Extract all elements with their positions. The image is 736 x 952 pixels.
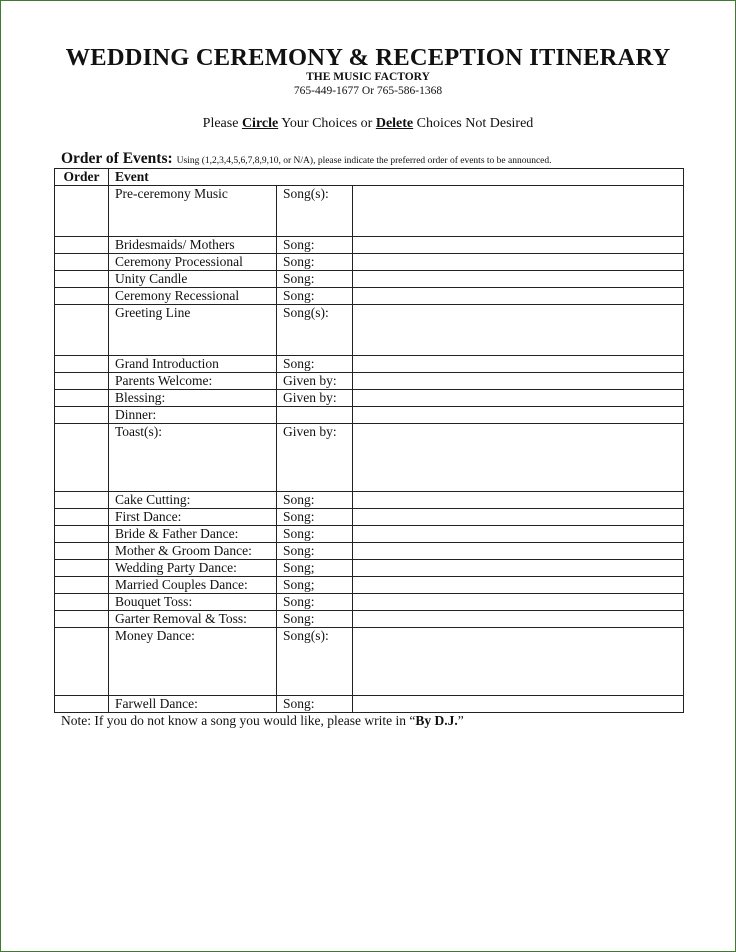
table-row bbox=[55, 509, 684, 526]
instr-not-desired: Choices Not Desired bbox=[416, 116, 534, 131]
event-name: Garter Removal & Toss: bbox=[109, 611, 277, 628]
order-of-events-hint: Using (1,2,3,4,5,6,7,8,9,10, or N/A), please indicate the preferred order of events to be announced. bbox=[176, 156, 552, 166]
event-type: Song(s): bbox=[277, 628, 353, 696]
instr-circle: Circle bbox=[241, 116, 279, 131]
event-type: Song: bbox=[277, 237, 353, 254]
event-name: Ceremony Processional bbox=[109, 254, 277, 271]
page-title: WEDDING CEREMONY & RECEPTION ITINERARY bbox=[65, 44, 671, 71]
entry-cell[interactable] bbox=[353, 577, 684, 594]
order-cell[interactable] bbox=[55, 390, 109, 407]
event-name: Dinner: bbox=[109, 407, 277, 424]
entry-cell[interactable] bbox=[353, 526, 684, 543]
order-cell[interactable] bbox=[55, 560, 109, 577]
table-row bbox=[55, 543, 684, 560]
table-row bbox=[55, 288, 684, 305]
entry-cell[interactable] bbox=[353, 492, 684, 509]
table-row bbox=[55, 577, 684, 594]
order-cell[interactable] bbox=[55, 305, 109, 356]
event-type: Song: bbox=[277, 492, 353, 509]
event-name: Money Dance: bbox=[109, 628, 277, 696]
event-type bbox=[277, 407, 353, 424]
event-name: Toast(s): bbox=[109, 424, 277, 492]
order-of-events-label: Order of Events: bbox=[61, 150, 173, 167]
entry-cell[interactable] bbox=[353, 186, 684, 237]
event-type: Song: bbox=[277, 526, 353, 543]
event-type: Given by: bbox=[277, 390, 353, 407]
event-name: Bride & Father Dance: bbox=[109, 526, 277, 543]
entry-cell[interactable] bbox=[353, 407, 684, 424]
table-row bbox=[55, 560, 684, 577]
event-type: Song; bbox=[277, 560, 353, 577]
entry-cell[interactable] bbox=[353, 424, 684, 492]
table-row bbox=[55, 492, 684, 509]
event-name: Unity Candle bbox=[109, 271, 277, 288]
entry-cell[interactable] bbox=[353, 373, 684, 390]
table-row bbox=[55, 373, 684, 390]
order-cell[interactable] bbox=[55, 526, 109, 543]
order-cell[interactable] bbox=[55, 611, 109, 628]
table-row bbox=[55, 407, 684, 424]
event-type: Song: bbox=[277, 611, 353, 628]
event-name: Bridesmaids/ Mothers bbox=[109, 237, 277, 254]
entry-cell[interactable] bbox=[353, 288, 684, 305]
event-name: Wedding Party Dance: bbox=[109, 560, 277, 577]
table-row bbox=[55, 424, 684, 492]
table-row bbox=[55, 594, 684, 611]
order-cell[interactable] bbox=[55, 356, 109, 373]
order-cell[interactable] bbox=[55, 407, 109, 424]
event-type: Given by: bbox=[277, 373, 353, 390]
event-name: Greeting Line bbox=[109, 305, 277, 356]
event-name: Cake Cutting: bbox=[109, 492, 277, 509]
event-name: Grand Introduction bbox=[109, 356, 277, 373]
order-cell[interactable] bbox=[55, 254, 109, 271]
entry-cell[interactable] bbox=[353, 237, 684, 254]
order-of-events-heading bbox=[61, 150, 552, 168]
entry-cell[interactable] bbox=[353, 271, 684, 288]
order-cell[interactable] bbox=[55, 696, 109, 713]
event-name: Farwell Dance: bbox=[109, 696, 277, 713]
col-order-header: Order bbox=[55, 169, 109, 186]
event-name: Pre-ceremony Music bbox=[109, 186, 277, 237]
event-name: Married Couples Dance: bbox=[109, 577, 277, 594]
event-type: Song; bbox=[277, 577, 353, 594]
itinerary-body bbox=[55, 186, 684, 713]
instr-delete: Delete bbox=[375, 116, 414, 131]
order-cell[interactable] bbox=[55, 492, 109, 509]
event-type: Song: bbox=[277, 543, 353, 560]
entry-cell[interactable] bbox=[353, 696, 684, 713]
event-type: Song: bbox=[277, 288, 353, 305]
table-row bbox=[55, 271, 684, 288]
order-cell[interactable] bbox=[55, 628, 109, 696]
instr-please: Please bbox=[202, 116, 239, 131]
entry-cell[interactable] bbox=[353, 254, 684, 271]
entry-cell[interactable] bbox=[353, 356, 684, 373]
table-row bbox=[55, 696, 684, 713]
entry-cell[interactable] bbox=[353, 628, 684, 696]
table-row bbox=[55, 390, 684, 407]
event-name: Parents Welcome: bbox=[109, 373, 277, 390]
event-name: Blessing: bbox=[109, 390, 277, 407]
entry-cell[interactable] bbox=[353, 509, 684, 526]
event-type: Song(s): bbox=[277, 186, 353, 237]
instructions-line bbox=[0, 116, 736, 132]
event-name: Ceremony Recessional bbox=[109, 288, 277, 305]
event-type: Song: bbox=[277, 594, 353, 611]
entry-cell[interactable] bbox=[353, 543, 684, 560]
order-cell[interactable] bbox=[55, 237, 109, 254]
table-row bbox=[55, 628, 684, 696]
entry-cell[interactable] bbox=[353, 390, 684, 407]
event-type: Song: bbox=[277, 696, 353, 713]
table-row bbox=[55, 526, 684, 543]
order-cell[interactable] bbox=[55, 543, 109, 560]
order-cell[interactable] bbox=[55, 186, 109, 237]
table-row bbox=[55, 237, 684, 254]
order-cell[interactable] bbox=[55, 271, 109, 288]
company-name: THE MUSIC FACTORY bbox=[306, 71, 430, 83]
phone-numbers: 765-449-1677 Or 765-586-1368 bbox=[293, 85, 443, 97]
note-by-dj: By D.J. bbox=[415, 713, 458, 728]
entry-cell[interactable] bbox=[353, 594, 684, 611]
entry-cell[interactable] bbox=[353, 611, 684, 628]
table-row bbox=[55, 186, 684, 237]
col-event-header: Event bbox=[109, 169, 684, 186]
order-cell[interactable] bbox=[55, 509, 109, 526]
order-cell[interactable] bbox=[55, 373, 109, 390]
entry-cell[interactable] bbox=[353, 305, 684, 356]
event-name: Bouquet Toss: bbox=[109, 594, 277, 611]
note-text: Note: If you do not know a song you would like, please write in “ bbox=[61, 713, 416, 728]
footer-note bbox=[61, 713, 464, 729]
event-type: Given by: bbox=[277, 424, 353, 492]
event-type: Song: bbox=[277, 254, 353, 271]
order-cell[interactable] bbox=[55, 288, 109, 305]
itinerary-table bbox=[54, 168, 684, 713]
table-row bbox=[55, 254, 684, 271]
entry-cell[interactable] bbox=[353, 560, 684, 577]
event-name: First Dance: bbox=[109, 509, 277, 526]
event-type: Song: bbox=[277, 509, 353, 526]
event-type: Song: bbox=[277, 356, 353, 373]
table-row bbox=[55, 356, 684, 373]
instr-your-choices: Your Choices or bbox=[281, 116, 373, 131]
note-end: ” bbox=[457, 713, 464, 728]
order-cell[interactable] bbox=[55, 577, 109, 594]
table-row bbox=[55, 611, 684, 628]
table-header-row bbox=[55, 169, 684, 186]
event-type: Song(s): bbox=[277, 305, 353, 356]
table-row bbox=[55, 305, 684, 356]
order-cell[interactable] bbox=[55, 594, 109, 611]
order-cell[interactable] bbox=[55, 424, 109, 492]
event-type: Song: bbox=[277, 271, 353, 288]
event-name: Mother & Groom Dance: bbox=[109, 543, 277, 560]
